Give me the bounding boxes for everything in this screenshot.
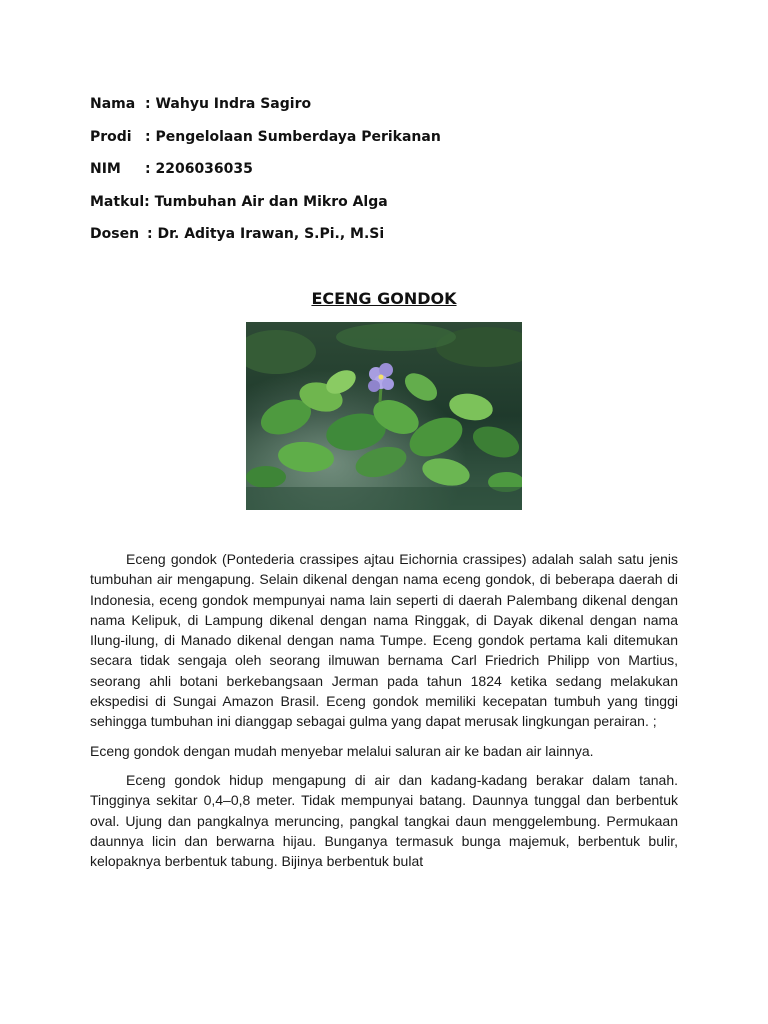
nama-label: Nama [90, 96, 136, 112]
info-row-nim [90, 158, 441, 191]
info-row-nama [90, 93, 441, 126]
info-row-dosen [90, 223, 441, 256]
nama-value: : Wahyu Indra Sagiro [145, 96, 312, 112]
body-text [90, 549, 678, 880]
document-title: ECENG GONDOK [311, 289, 457, 308]
photo-illustration [246, 322, 522, 510]
paragraph-1: Eceng gondok (Pontederia crassipes ajtau Eichornia crassipes) adalah salah satu jenis tumbuhan air mengapung. Selain dikenal dengan nama eceng gondok, di beberapa daerah di Indonesia, eceng gondok mempunyai nama lain seperti di daerah Palembang dikenal dengan nama Kelipuk, di Lampung dikenal dengan nama Ringgak, di Dayak dikenal dengan nama Ilung-ilung, di Manado dikenal dengan nama Tumpe. Eceng gondok pertama kali ditemukan secara tidak sengaja oleh seorang ilmuwan bernama Carl Friedrich Philipp von Martius, seorang ahli botani berkebangsaan Jerman pada tahun 1824 ketika sedang melakukan ekspedisi di Sungai Amazon Brasil. Eceng gondok memiliki kecepatan tumbuh yang tinggi sehingga tumbuhan ini dianggap sebagai gulma yang dapat merusak lingkungan perairan. ; [90, 551, 678, 730]
prodi-value: : Pengelolaan Sumberdaya Perikanan [145, 128, 441, 145]
info-row-prodi [90, 126, 441, 159]
dosen-value: : Dr. Aditya Irawan, S.Pi., M.Si [147, 226, 385, 242]
paragraph-2: Eceng gondok dengan mudah menyebar melalui saluran air ke badan air lainnya. [90, 742, 594, 759]
nim-value: : 2206036035 [145, 161, 253, 177]
info-row-matkul [90, 191, 441, 224]
student-info [90, 93, 441, 256]
dosen-label: Dosen [90, 226, 140, 242]
matkul-label: Matkul [90, 193, 145, 210]
paragraph-3: Eceng gondok hidup mengapung di air dan kadang-kadang berakar dalam tanah. Tingginya sekitar 0,4–0,8 meter. Tidak mempunyai batang. Daunnya tunggal dan berbentuk oval. Ujung dan pangkalnya meruncing, pangkal tangkai daun menggelembung. Permukaan daunnya licin dan berwarna hijau. Bunganya termasuk bunga majemuk, berbentuk bulir, kelopaknya berbentuk tabung. Bijinya berbentuk bulat [90, 771, 678, 870]
nim-label: NIM [90, 161, 121, 177]
prodi-label: Prodi [90, 128, 132, 145]
water-hyacinth-photo [246, 322, 522, 510]
matkul-value: : Tumbuhan Air dan Mikro Alga [144, 193, 388, 210]
